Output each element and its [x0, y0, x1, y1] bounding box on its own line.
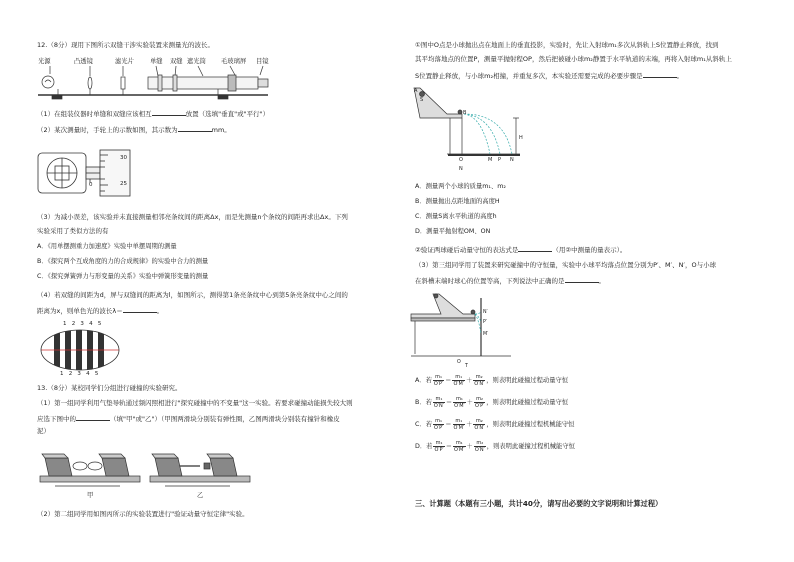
opt-a-n3: m₂ [473, 374, 485, 381]
q12-title: 12.（8分）现用下图所示双缝干涉实验装置来测量光的波长。 [37, 41, 214, 49]
opt-c-suffix: ，则表明此碰撞过程机械能守恒 [486, 420, 575, 428]
diag2-label-n: N′ [483, 310, 488, 315]
answer-blank-q12-4[interactable] [123, 306, 157, 313]
opt-a-n1: m₁ [433, 374, 444, 381]
fringe-top-4: 4 [89, 321, 98, 327]
opt-c-n1: m₁ [433, 418, 444, 425]
opt-a-suffix: ，则表明此碰撞过程动量守恒 [486, 376, 569, 384]
diag2-label-m: M′ [483, 332, 489, 337]
q13-1-line2 [37, 414, 340, 424]
opt-d-d2: O′M′ [453, 447, 465, 453]
fringe-top-5: 5 [97, 321, 107, 327]
r-1-end: 。 [676, 72, 684, 80]
opt-c-n2: m₁ [453, 418, 466, 425]
q12-3-line2: 实验采用了类似方法的有 [37, 227, 109, 235]
r-2-end: （用②中测量的量表示）。 [552, 246, 627, 254]
opt-c-eq: ＝ [445, 420, 452, 428]
fringe-bottom-1: 1 [60, 371, 69, 377]
r-2 [415, 245, 626, 255]
q12-3-option-c[interactable]: C．《探究弹簧弹力与形变量的关系》实验中弹簧形变量的测量 [37, 273, 209, 280]
q12-2-text: （2）某次测量时，手轮上的示数如图，其示数为 [37, 126, 178, 134]
answer-blank-r-3[interactable] [565, 276, 599, 283]
opt-a-frac1 [433, 374, 444, 387]
q12-3-line1: （3）为减小误差，该实验并未直接测量相邻亮条纹间的距离Δx，而是先测量n个条纹的间距再求出Δx。下列 [37, 213, 348, 221]
r-3-line1: （3）第三组同学用了装置来研究碰撞中的守恒量，实验中小球平均落点位置分别为P′、M′、N′，O与小球 [415, 261, 717, 269]
opt-b-frac1 [433, 396, 445, 409]
opt-b-d1: O′N′ [433, 403, 444, 409]
label-screen: 毛玻璃屏 [221, 58, 247, 65]
q12-2 [37, 125, 231, 135]
fig-label-jia: 甲 [87, 492, 94, 499]
r-1-text: S位置静止释放，与小球m₂相撞，并重复多次，本实验还需要完成的必要步骤是 [415, 72, 643, 80]
opt-a-frac3 [473, 374, 485, 387]
answer-blank-r-1[interactable] [643, 71, 677, 78]
r-3-end: 。 [598, 277, 605, 285]
opt-b-frac2 [453, 396, 466, 409]
opt-d-d3: O′N′ [474, 447, 485, 453]
collision-diagram-1 [412, 86, 522, 166]
r-3-line2 [415, 276, 605, 286]
r-1-option-d[interactable]: D．测量平抛射程OM、ON [415, 228, 491, 235]
opt-c-d1: O′P′ [434, 425, 444, 431]
q13-1-line1: （1）第一组同学利用气垫导轨通过频闪照相进行"探究碰撞中的不变量"这一实验。若要求碰撞动能损失较大则 [37, 399, 353, 407]
glider-figures [40, 446, 250, 496]
label-light-source: 光源 [38, 58, 51, 65]
opt-d-n2: m₁ [453, 440, 466, 447]
diag1-label-h: H [519, 135, 523, 141]
diag1-label-p: P [498, 157, 502, 163]
diag2-label-o: O [457, 360, 461, 365]
apparatus-drawing [38, 64, 278, 104]
fringe-bottom-4: 4 [86, 371, 95, 377]
answer-blank-q13-1[interactable] [76, 414, 110, 421]
micrometer-tick-0: 0 [89, 182, 93, 188]
opt-a-plus: ＋ [465, 376, 473, 384]
q13-1-line3: 泥） [37, 427, 50, 435]
section-3-heading: 三、计算题（本题有三小题，共计40分，请写出必要的文字说明和计算过程） [415, 499, 663, 508]
opt-b-d3: O′P′ [475, 403, 485, 409]
opt-d-frac2 [453, 440, 466, 453]
fringe-top-2: 2 [71, 321, 81, 327]
answer-blank-q12-1[interactable] [152, 109, 186, 116]
opt-b-suffix: ，则表明此碰撞过程动量守恒 [486, 398, 569, 406]
r-1-line2: 其平均落地点的位置P，测量平抛射程OP，然后把被碰小球m₂静置于水平轨道的末端，再将入射球m₁从斜轨上 [415, 55, 732, 63]
opt-b-d2: O′M′ [454, 403, 465, 409]
opt-a-frac2 [452, 374, 465, 387]
opt-d-n1: m₁ [433, 440, 444, 447]
collision-diagram-2 [411, 290, 521, 365]
r-3-text: 在斜槽末端时球心的位置等高，下列说法中正确的是 [415, 277, 565, 285]
opt-d-frac3 [474, 440, 486, 453]
r-1-option-c[interactable]: C．测量S离水平轨道的高度h [415, 213, 497, 220]
opt-b-prefix: B．若 [415, 398, 432, 406]
label-single-slit: 单缝 [150, 58, 163, 65]
answer-blank-q12-2[interactable] [178, 125, 212, 132]
r-3-option-b[interactable] [415, 396, 568, 409]
r-3-option-a[interactable] [415, 374, 568, 387]
diag1-label-s: S [420, 97, 424, 103]
r-2-text: ②验证两球碰后动量守恒的表达式是 [415, 246, 519, 254]
opt-c-plus: ＋ [466, 420, 473, 428]
r-1-line3 [415, 71, 683, 81]
opt-b-frac3 [474, 396, 485, 409]
diag2-label-t: T [465, 364, 468, 369]
opt-c-d2: O′M′ [453, 425, 465, 431]
micrometer-tick-30: 30 [120, 155, 127, 161]
opt-c-n3: m₂ [473, 418, 485, 425]
label-eyepiece: 目镜 [256, 58, 269, 65]
fringe-top-labels [63, 321, 107, 328]
opt-b-n3: m₂ [474, 396, 485, 403]
diag1-label-a: A [414, 88, 418, 94]
diag2-label-p: P′ [483, 320, 487, 325]
right-column [397, 0, 794, 562]
opt-d-prefix: D．若 [415, 442, 433, 450]
opt-c-d3: O′N′ [474, 425, 485, 431]
q12-4-line1: （4）若双缝的间距为d，屏与双缝间的距离为l，如图所示，测得第1条亮条纹中心到第5条亮条纹中心之间的 [37, 291, 348, 299]
fringe-pattern [40, 328, 120, 372]
r-1-option-a[interactable]: A．测量两个小球的质量m₁、m₂ [415, 183, 506, 190]
q13-1-text: 应选下图中的 [37, 415, 76, 423]
opt-b-plus: ＋ [466, 398, 473, 406]
opt-c-prefix: C．若 [415, 420, 432, 428]
opt-a-d1: O′P′ [433, 381, 444, 387]
q12-3-option-a[interactable]: A．《用单摆测重力加速度》实验中单摆周期的测量 [37, 243, 177, 250]
label-filter: 滤光片 [115, 58, 134, 65]
label-convex-lens: 凸透镜 [74, 58, 93, 65]
fringe-bottom-labels [60, 371, 104, 378]
diag1-label-b: B [463, 110, 467, 116]
opt-c-frac2 [453, 418, 466, 431]
fringe-top-1: 1 [63, 321, 72, 327]
opt-a-d2: O′M′ [453, 381, 464, 387]
q12-1-text-end: 放置（选填"垂直"或"平行"） [185, 110, 270, 118]
fringe-bottom-5: 5 [94, 371, 104, 377]
diag1-label-n: N [510, 157, 514, 163]
opt-d-plus: ＋ [466, 442, 473, 450]
opt-a-d3: O′N′ [474, 381, 485, 387]
q12-2-unit: mm。 [211, 126, 231, 134]
diag1-label-o: O [459, 157, 463, 163]
q12-1-text: （1）在组装仪器时单缝和双缝应该相互 [37, 110, 152, 118]
diag1-label-bottom: N [459, 166, 463, 172]
q12-3-option-b[interactable]: B．《探究两个互成角度的力的合成规律》的实验中合力的测量 [37, 258, 209, 265]
r-1-option-b[interactable]: B．测量抛出点距地面的高度H [415, 198, 500, 205]
fringe-top-3: 3 [80, 321, 90, 327]
opt-d-d1: O′P′ [434, 447, 444, 453]
diag1-label-m: M [488, 157, 493, 163]
label-tube: 遮光筒 [187, 58, 206, 65]
q13-2: （2）第二组同学用如图丙所示的实验装置进行"验证动量守恒定律"实验。 [37, 510, 249, 518]
r-3-option-c[interactable] [415, 418, 574, 431]
fringe-bottom-2: 2 [68, 371, 78, 377]
q13-1-text-end: （填"甲"或"乙"）（甲图两滑块分别装有弹性圈，乙图两滑块分别装有撞针和橡皮 [110, 415, 340, 423]
opt-b-n1: m₁ [433, 396, 445, 403]
opt-a-n2: m₁ [452, 374, 465, 381]
q12-4-line2 [37, 306, 163, 316]
opt-d-frac1 [433, 440, 444, 453]
q12-1 [37, 109, 269, 119]
opt-c-frac1 [433, 418, 444, 431]
opt-b-eq: ＝ [445, 398, 453, 406]
opt-d-suffix: ，则表明此碰撞过程机械能守恒 [486, 442, 575, 450]
fringe-bottom-3: 3 [77, 371, 87, 377]
q12-4-end: 。 [156, 307, 164, 315]
opt-c-frac3 [473, 418, 485, 431]
answer-blank-r-2[interactable] [518, 245, 552, 252]
fig-label-yi: 乙 [197, 492, 204, 499]
r-1-line1: ①图中O点是小球抛出点在地面上的垂直投影，实验时，先让入射球m₁多次从斜轨上S位置静止释放，找到 [415, 41, 719, 49]
label-double-slit: 双缝 [170, 58, 183, 65]
r-3-option-d[interactable] [415, 440, 575, 453]
micrometer-tick-25: 25 [120, 181, 127, 187]
opt-a-prefix: A．若 [415, 376, 432, 384]
opt-a-eq: ＝ [445, 376, 452, 384]
opt-d-eq: ＝ [445, 442, 452, 450]
q12-4-text: 距离为x，则单色光的波长λ＝ [37, 307, 123, 315]
q13-title: 13.（8分）某校同学们分组进行碰撞的实验研究。 [37, 384, 182, 392]
opt-d-n3: m₂ [474, 440, 486, 447]
micrometer-diagram [38, 145, 148, 200]
opt-b-n2: m₁ [453, 396, 466, 403]
